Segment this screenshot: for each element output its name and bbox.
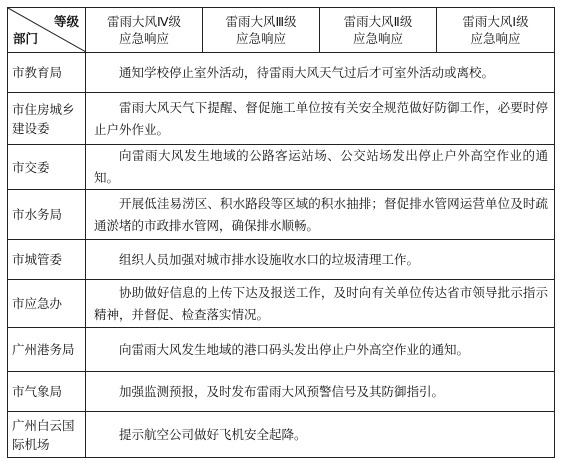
dept-cell: 市气象局: [8, 372, 86, 412]
dept-cell: 市住房城乡建设委: [8, 93, 86, 145]
emergency-response-table: [7, 7, 555, 458]
level-1-header: 雷雨大风Ⅰ级 应急响应: [437, 8, 555, 53]
corner-header-cell: [8, 8, 86, 53]
level-3-header: 雷雨大风Ⅲ级 应急响应: [203, 8, 320, 53]
table-row: [8, 145, 555, 190]
corner-dept-label: 部门: [13, 31, 39, 46]
table-row: [8, 280, 555, 328]
table-row: [8, 190, 555, 240]
table-row: [8, 53, 555, 93]
content-cell: 协助做好信息的上传下达及报送工作，及时向有关单位传达省市领导批示指示精神，并督促、检查落实情况。: [86, 280, 555, 328]
dept-cell: 广州港务局: [8, 328, 86, 372]
table-row: [8, 93, 555, 145]
content-cell: 向雷雨大风发生地域的港口码头发出停止户外高空作业的通知。: [86, 328, 555, 372]
content-cell: 雷雨大风天气下提醒、督促施工单位按有关安全规范做好防御工作，必要时停止户外作业。: [86, 93, 555, 145]
table-row: [8, 372, 555, 412]
dept-cell: 市交委: [8, 145, 86, 190]
content-cell: 开展低洼易涝区、积水路段等区域的积水抽排；督促排水管网运营单位及时疏通淤堵的市政排水管网，确保排水顺畅。: [86, 190, 555, 240]
level-2-header: 雷雨大风Ⅱ级 应急响应: [320, 8, 437, 53]
level-4-header: 雷雨大风Ⅳ级 应急响应: [86, 8, 203, 53]
document-page: [7, 7, 555, 458]
dept-cell: 市城管委: [8, 240, 86, 280]
dept-cell: 市教育局: [8, 53, 86, 93]
dept-cell: 市水务局: [8, 190, 86, 240]
corner-level-label: 等级: [53, 14, 79, 29]
table-row: [8, 412, 555, 458]
dept-cell: 市应急办: [8, 280, 86, 328]
table-row: [8, 328, 555, 372]
table-row: [8, 240, 555, 280]
content-cell: 向雷雨大风发生地域的公路客运站场、公交站场发出停止户外高空作业的通知。: [86, 145, 555, 190]
content-cell: 通知学校停止室外活动，待雷雨大风天气过后才可室外活动或离校。: [86, 53, 555, 93]
table-header-row: [8, 8, 555, 53]
content-cell: 提示航空公司做好飞机安全起降。: [86, 412, 555, 458]
content-cell: 组织人员加强对城市排水设施收水口的垃圾清理工作。: [86, 240, 555, 280]
dept-cell: 广州白云国际机场: [8, 412, 86, 458]
content-cell: 加强监测预报，及时发布雷雨大风预警信号及其防御指引。: [86, 372, 555, 412]
